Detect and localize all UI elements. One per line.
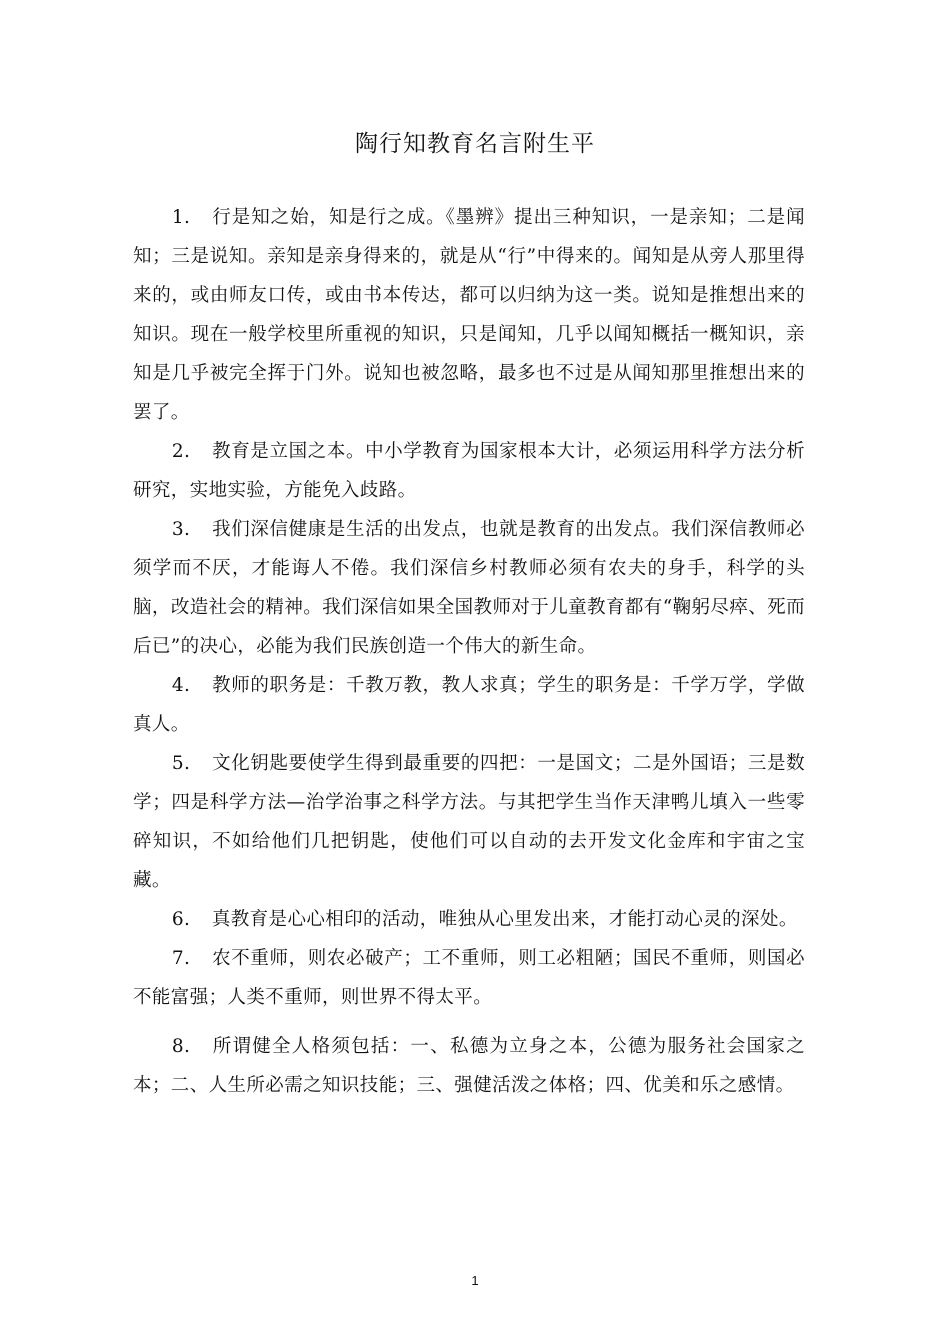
list-item	[133, 198, 805, 432]
item-number: 8.	[171, 1036, 191, 1057]
page-title: 陶行知教育名言附生平	[355, 131, 595, 157]
item-text: 教育是立国之本。中小学教育为国家根本大计，必须运用科学方法分析研究，实地实验，方能免入歧路。	[133, 441, 805, 501]
item-text: 文化钥匙要使学生得到最重要的四把：一是国文；二是外国语；三是数学；四是科学方法—治学治事之科学方法。与其把学生当作天津鸭儿填入一些零碎知识，不如给他们几把钥匙，使他们可以自动的去开发文化金库和宇宙之宝藏。	[133, 753, 805, 891]
list-item	[133, 432, 805, 510]
item-text: 我们深信健康是生活的出发点，也就是教育的出发点。我们深信教师必须学而不厌，才能诲人不倦。我们深信乡村教师必须有农夫的身手，科学的头脑，改造社会的精神。我们深信如果全国教师对于儿童教育都有“鞠躬尽瘁、死而后已”的决心，必能为我们民族创造一个伟大的新生命。	[133, 519, 805, 657]
item-text: 真教育是心心相印的活动，唯独从心里发出来，才能打动心灵的深处。	[211, 909, 798, 930]
item-number: 3.	[171, 519, 191, 540]
item-text: 行是知之始，知是行之成。《墨辨》提出三种知识，一是亲知；二是闻知；三是说知。亲知是亲身得来的，就是从“行”中得来的。闻知是从旁人那里得来的，或由师友口传，或由书本传达，都可以归纳为这一类。说知是推想出来的知识。现在一般学校里所重视的知识，只是闻知，几乎以闻知概括一概知识，亲知是几乎被完全挥于门外。说知也被忽略，最多也不过是从闻知那里推想出来的罢了。	[133, 207, 805, 423]
item-number: 5.	[171, 753, 191, 774]
item-number: 6.	[171, 909, 191, 930]
list-item	[133, 744, 805, 900]
item-number: 4.	[171, 675, 191, 696]
list-item	[133, 900, 805, 939]
list-item	[133, 939, 805, 1017]
page-number: 1	[471, 1273, 479, 1288]
item-number: 2.	[171, 441, 191, 462]
quote-list	[133, 198, 805, 1105]
item-number: 7.	[171, 948, 191, 969]
list-item	[133, 510, 805, 666]
item-number: 1.	[171, 207, 191, 228]
item-text: 农不重师，则农必破产；工不重师，则工必粗陋；国民不重师，则国必不能富强；人类不重师，则世界不得太平。	[133, 948, 805, 1008]
list-item	[133, 666, 805, 744]
list-item	[133, 1027, 805, 1105]
item-text: 所谓健全人格须包括：一、私德为立身之本，公德为服务社会国家之本；二、人生所必需之知识技能；三、强健活泼之体格；四、优美和乐之感情。	[133, 1036, 805, 1096]
item-text: 教师的职务是：千教万教，教人求真；学生的职务是：千学万学，学做真人。	[133, 675, 805, 735]
